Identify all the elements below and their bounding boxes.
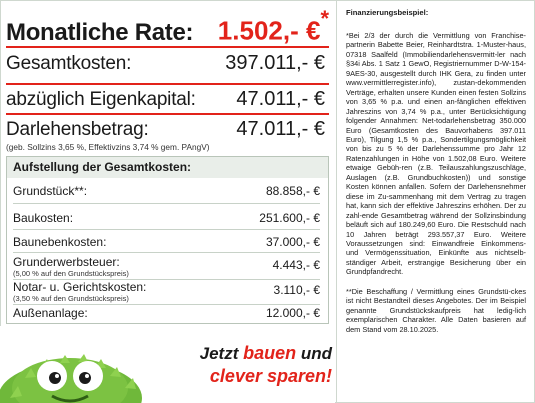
monthly-rate-row <box>6 6 329 47</box>
table-row <box>13 281 320 303</box>
table-row <box>13 212 320 225</box>
total-cost-row <box>6 52 325 75</box>
row-label: Außenanlage: <box>13 306 88 320</box>
financing-paragraph-1: *Bei 2/3 der durch die Vermittlung von Franchise-partnerin Babette Beier, Reinhardtstra. 1-Muster-haus, 07318 Saalfeld (Immobiliendarlehensvermitt-ler nach §34i Abs. 1 Satz 1 GewO, Registriernummer D-W-154-9AES-30, ausgestellt durch IHK Gera, zu finden unter www.vermittlerregister.info), zustan-dekommenden Verträge, erhalten unsere Kunden einen festen Sollzins von 3,65 % p.a. und einen an-fänglichen effektiven Jahreszins von 3,74 % p.a., unter Berücksichtigung folgender Annahmen: Net-todarlehensbetrag 350.000 Euro (Gesamtkosten des Bauvorhabens 397.011 Euro), Tilgung 1,5 % p.a., Sondertilgungsmöglichkeit von bis zu 5 % der Darlehenssumme pro Jahr 12 Ratenzahlungen in Höhe von 1.502,08 Euro. Weitere etwaige Gebüh-ren (z.B. Teilauszahlungszuschläge, Auslagen (z.B. Grundbuchkosten)) und sonstige Kosten können anfallen. Sofern der Darlehensnehmer diese im Zu-sammenhang mit dem Vertrag zu tragen hat, kann sich der effektive Jahreszins erhöhen. Der zu zahl-ende Gesamtbetrag während der Sollzinsbindung beläuft sich auf 180.249,60 Euro. Die Restschuld nach 10 Jahren beträgt 293.557,37 Euro. Weitere Voraussetzungen sind: Einwandfreie Einkommens- und Vermögenssituation, Einkünfte aus nichtselb-ständiger Arbeit, erstrangige Besicherung über ein Grundpfandrecht. <box>346 31 526 277</box>
row-value: 88.858,- € <box>265 184 320 198</box>
slogan-suffix: und <box>296 344 332 363</box>
total-cost-value: 397.011,- € <box>225 52 325 74</box>
row-divider <box>13 252 320 253</box>
green-monster-mascot-icon <box>0 328 150 403</box>
divider <box>6 113 329 115</box>
table-title: Aufstellung der Gesamtkosten: <box>7 157 328 178</box>
row-label: Grundstück**: <box>13 184 88 198</box>
row-label: Baunebenkosten: <box>13 235 107 249</box>
row-sublabel: (3,50 % auf den Grundstückspreis) <box>13 294 129 303</box>
total-cost-label: Gesamtkosten: <box>6 53 132 74</box>
row-label: Grunderwerbsteuer: <box>13 255 120 269</box>
row-divider <box>13 203 320 204</box>
loan-row <box>6 118 325 141</box>
financing-example-panel <box>336 0 535 403</box>
financing-paragraph-2: **Die Beschaffung / Vermittlung eines Grundstü-ckes ist nicht Bestandteil dieses Angebotes. Der im Beispiel genannte Grundstückskaufpreis hat ledig-lich exemplarischen Charakter. Alle Daten basieren auf dem Stand vom 28.10.2025. <box>346 286 526 334</box>
row-value: 4.443,- € <box>272 258 320 272</box>
slogan-prefix: Jetzt <box>199 344 244 363</box>
slogan-highlight: bauen <box>243 343 297 363</box>
loan-value: 47.011,- € <box>236 118 325 140</box>
equity-row <box>6 88 325 111</box>
table-row <box>13 256 320 278</box>
monthly-rate-value: 1.502,- €* <box>217 6 329 46</box>
equity-value: 47.011,- € <box>236 88 325 110</box>
equity-label: abzüglich Eigenkapital: <box>6 89 196 110</box>
row-sublabel: (5,00 % auf den Grundstückspreis) <box>13 269 129 278</box>
table-row <box>13 236 320 249</box>
financing-title: Finanzierungsbeispiel: <box>346 8 429 17</box>
row-divider <box>13 304 320 305</box>
row-value: 12.000,- € <box>265 306 320 320</box>
row-label: Baukosten: <box>13 211 74 225</box>
interest-note: (geb. Sollzins 3,65 %, Effektivzins 3,74 % gem. PAngV) <box>6 142 210 152</box>
row-label: Notar- u. Gerichtskosten: <box>13 280 147 294</box>
table-row <box>13 307 320 320</box>
divider <box>6 83 329 85</box>
row-value: 251.600,- € <box>259 211 320 225</box>
loan-label: Darlehensbetrag: <box>6 119 149 140</box>
row-value: 37.000,- € <box>265 235 320 249</box>
row-value: 3.110,- € <box>273 283 320 297</box>
rate-asterisk: * <box>320 6 329 31</box>
table-row <box>13 185 320 198</box>
slogan <box>160 343 332 387</box>
cost-breakdown-table <box>6 156 329 324</box>
divider <box>6 46 329 48</box>
row-divider <box>13 229 320 230</box>
monthly-rate-label: Monatliche Rate: <box>6 18 194 46</box>
slogan-line2: clever sparen! <box>209 366 332 386</box>
